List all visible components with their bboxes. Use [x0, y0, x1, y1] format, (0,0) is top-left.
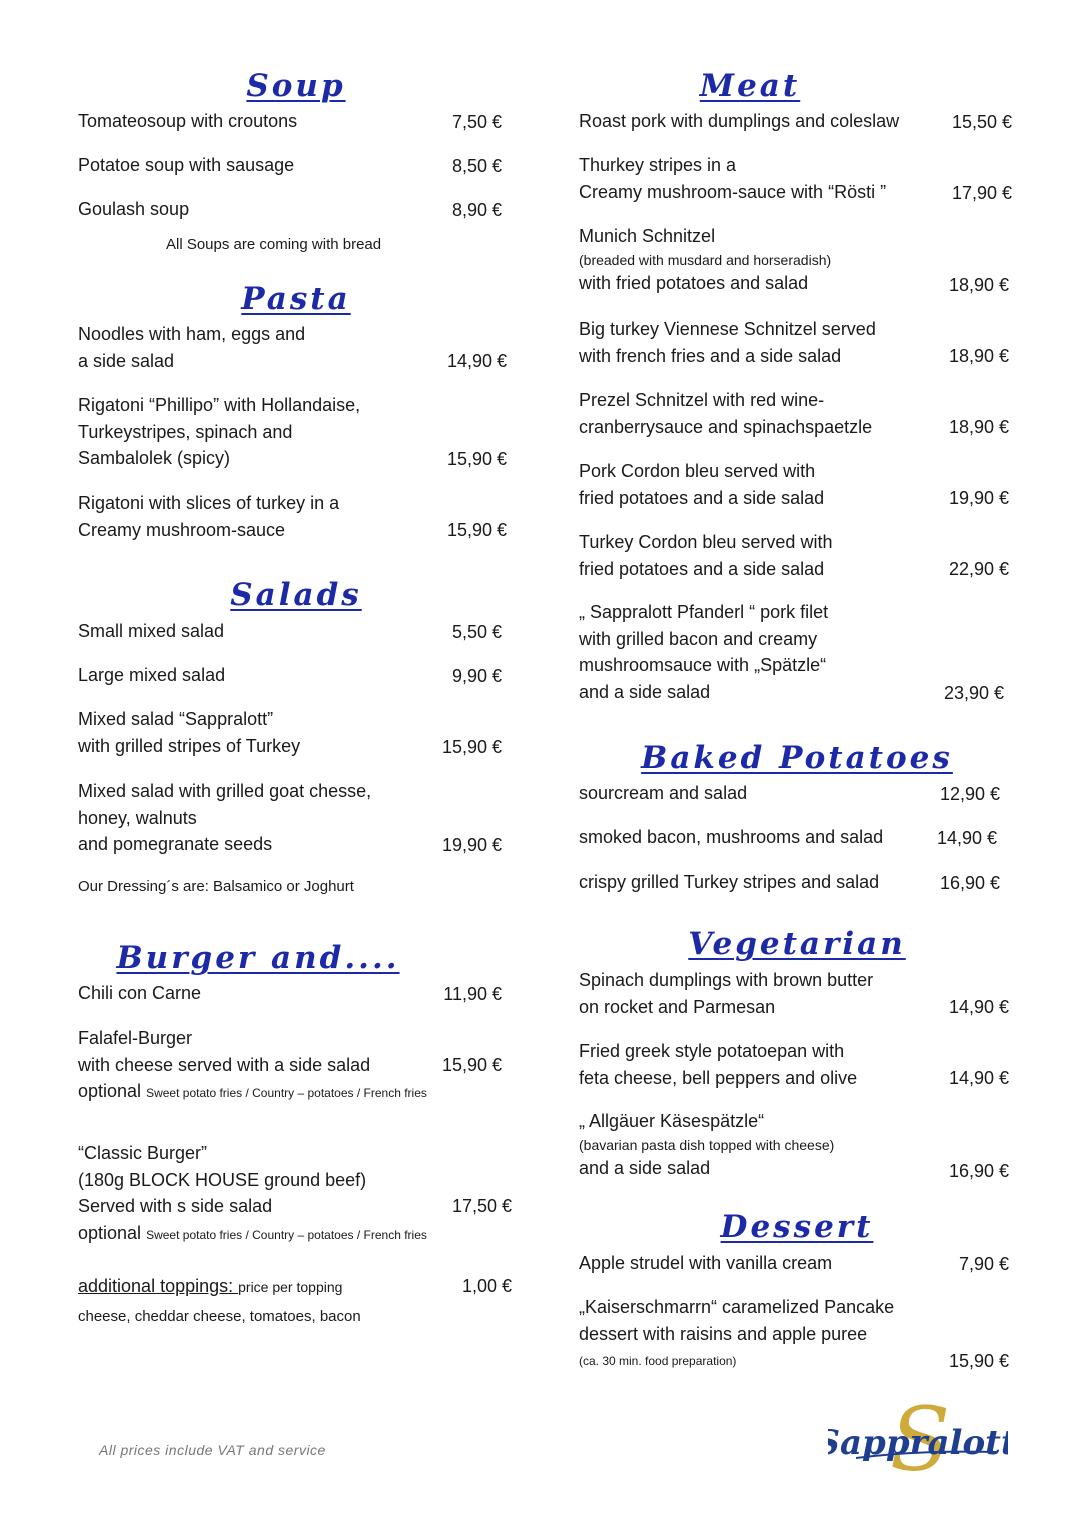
- baked-price-turkey: 16,90 €: [939, 873, 1000, 893]
- veg-item-greek: Fried greek style potatoepan with feta cheese, bell peppers and olive: [579, 1041, 858, 1088]
- salad-price-large: 9,90 €: [451, 666, 502, 686]
- toppings-label: additional toppings:: [78, 1276, 239, 1296]
- pasta-price-turkey: 15,90 €: [446, 520, 507, 540]
- meat-price-big-turkey: 18,90 €: [948, 346, 1009, 366]
- soup-price-goulash: 8,90 €: [451, 200, 502, 220]
- burger-classic-optional-sides: Sweet potato fries / Country – potatoes / French fries: [146, 1227, 427, 1242]
- burger-price-falafel: 15,90 €: [441, 1055, 502, 1075]
- meat-price-thurkey: 17,90 €: [951, 183, 1012, 203]
- meat-price-pork-cordon: 19,90 €: [948, 488, 1009, 508]
- baked-price-bacon: 14,90 €: [936, 828, 997, 848]
- sappralott-logo: [828, 1392, 1008, 1492]
- salad-price-sappralott: 15,90 €: [441, 737, 502, 757]
- baked-price-sourcream: 12,90 €: [939, 784, 1000, 804]
- vat-footer: All prices include VAT and service: [99, 1442, 326, 1458]
- burger-item-classic: “Classic Burger” (180g BLOCK HOUSE ground beef) Served with s side salad optional Sweet potato fries / Country – potatoes / French fries: [78, 1143, 427, 1243]
- soup-price-tomato: 7,50 €: [451, 112, 502, 132]
- veg-price-greek: 14,90 €: [948, 1068, 1009, 1088]
- meat-heading: Meat: [699, 68, 801, 104]
- pasta-item-turkey: Rigatoni with slices of turkey in a Creamy mushroom-sauce: [78, 493, 340, 540]
- meat-item-pfanderl: „ Sappralott Pfanderl “ pork filet with grilled bacon and creamy mushroomsauce with „Spätzle“ and a side salad: [579, 602, 829, 702]
- toppings-text: price per topping: [238, 1279, 343, 1295]
- salad-dressing-note: Our Dressing´s are: Balsamico or Joghurt: [78, 878, 354, 895]
- pasta-price-noodles: 14,90 €: [446, 351, 507, 371]
- burger-price-classic: 17,50 €: [451, 1196, 512, 1216]
- baked-potatoes-heading: Baked Potatoes: [641, 740, 953, 776]
- burger-falafel-optional: optional: [78, 1081, 142, 1101]
- burger-toppings: [78, 1273, 342, 1301]
- baked-item-sourcream: sourcream and salad: [579, 783, 748, 803]
- logo-monogram: S: [889, 1392, 951, 1491]
- meat-price-roast-pork: 15,50 €: [951, 112, 1012, 132]
- meat-item-pork-cordon: Pork Cordon bleu served with fried potatoes and a side salad: [579, 461, 825, 508]
- dessert-item-strudel: Apple strudel with vanilla cream: [579, 1253, 833, 1273]
- meat-item-thurkey: Thurkey stripes in a Creamy mushroom-sauce with “Rösti ”: [579, 155, 887, 202]
- meat-price-munich: 18,90 €: [948, 275, 1009, 295]
- logo-text: appralott: [840, 1423, 1008, 1463]
- salad-price-small: 5,50 €: [451, 622, 502, 642]
- dessert-heading: Dessert: [720, 1209, 874, 1245]
- meat-item-big-turkey: Big turkey Viennese Schnitzel served with french fries and a side salad: [579, 319, 876, 366]
- meat-item-munich: Munich Schnitzel (breaded with musdard and horseradish) with fried potatoes and salad: [579, 226, 832, 293]
- soup-item-tomato: Tomateosoup with croutons: [78, 111, 298, 131]
- burger-item-falafel: Falafel-Burger with cheese served with a side salad optional Sweet potato fries / Country – potatoes / French fries: [78, 1028, 427, 1101]
- meat-item-turkey-cordon: Turkey Cordon bleu served with fried potatoes and a side salad: [579, 532, 833, 579]
- pasta-price-phillipo: 15,90 €: [446, 449, 507, 469]
- toppings-list: cheese, cheddar cheese, tomatoes, bacon: [78, 1308, 361, 1325]
- salads-heading: Salads: [230, 577, 362, 613]
- pasta-heading: Pasta: [241, 281, 351, 317]
- salad-item-large: Large mixed salad: [78, 665, 226, 685]
- burger-falafel-optional-sides: Sweet potato fries / Country – potatoes / French fries: [146, 1086, 427, 1100]
- dessert-price-kaiserschmarrn: 15,90 €: [948, 1351, 1009, 1371]
- baked-item-bacon: smoked bacon, mushrooms and salad: [579, 827, 884, 847]
- soup-item-goulash: Goulash soup: [78, 199, 190, 219]
- vegetarian-heading: Vegetarian: [688, 926, 906, 962]
- meat-price-prezel: 18,90 €: [948, 417, 1009, 437]
- meat-item-roast-pork: Roast pork with dumplings and coleslaw: [579, 111, 900, 131]
- meat-price-turkey-cordon: 22,90 €: [948, 559, 1009, 579]
- salad-item-goat: Mixed salad with grilled goat chesse, honey, walnuts and pomegranate seeds: [78, 781, 372, 854]
- meat-price-pfanderl: 23,90 €: [943, 683, 1004, 703]
- burger-heading: Burger and....: [116, 940, 400, 976]
- salad-item-small: Small mixed salad: [78, 621, 225, 641]
- burger-item-chili: Chili con Carne: [78, 983, 202, 1003]
- meat-item-prezel: Prezel Schnitzel with red wine- cranberrysauce and spinachspaetzle: [579, 390, 873, 437]
- veg-item-kasespatzle: „ Allgäuer Käsespätzle“ (bavarian pasta dish topped with cheese) and a side salad: [579, 1111, 835, 1178]
- dessert-item-kaiserschmarrn: „Kaiserschmarrn“ caramelized Pancake dessert with raisins and apple puree (ca. 30 min. food preparation): [579, 1297, 895, 1368]
- soup-price-potato: 8,50 €: [451, 156, 502, 176]
- veg-price-kasespatzle: 16,90 €: [948, 1161, 1009, 1181]
- baked-item-turkey: crispy grilled Turkey stripes and salad: [579, 872, 880, 892]
- burger-price-chili: 11,90 €: [443, 984, 502, 1004]
- salad-price-goat: 19,90 €: [441, 835, 502, 855]
- dessert-price-strudel: 7,90 €: [958, 1254, 1009, 1274]
- soup-heading: Soup: [246, 68, 346, 104]
- soup-note: All Soups are coming with bread: [166, 236, 382, 253]
- veg-price-spinach: 14,90 €: [948, 997, 1009, 1017]
- soup-item-potato: Potatoe soup with sausage: [78, 155, 295, 175]
- burger-classic-optional: optional: [78, 1222, 142, 1243]
- pasta-item-phillipo: Rigatoni “Phillipo” with Hollandaise, Turkeystripes, spinach and Sambalolek (spicy): [78, 395, 361, 468]
- toppings-price: 1,00 €: [461, 1276, 512, 1296]
- veg-item-spinach: Spinach dumplings with brown butter on rocket and Parmesan: [579, 970, 874, 1017]
- salad-item-sappralott: Mixed salad “Sappralott” with grilled stripes of Turkey: [78, 709, 301, 756]
- sappralott-logo-graphic: [828, 1392, 1008, 1492]
- pasta-item-noodles: Noodles with ham, eggs and a side salad: [78, 324, 306, 371]
